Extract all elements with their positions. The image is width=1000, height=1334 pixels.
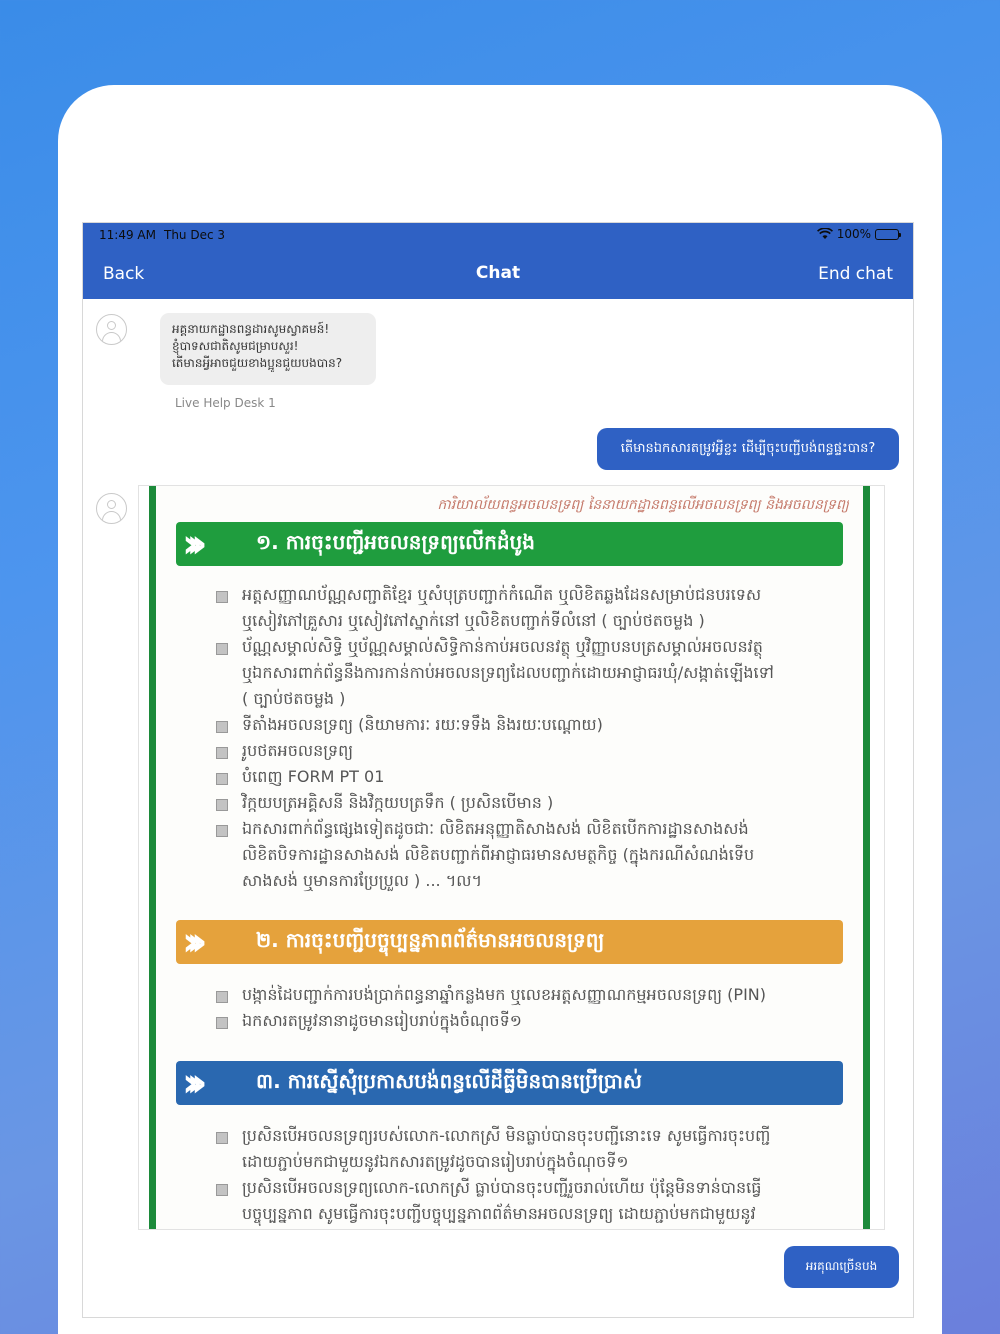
status-date: Thu Dec 3 [164,228,226,242]
agent-avatar-icon [96,493,127,524]
list-item: ប្រសិនបើអចលនទ្រព្យលោក-លោកស្រី ធ្លាប់បានចុះបញ្ជីរួចរាល់ហើយ ប៉ុន្តែមិនទាន់បានធ្វើ [216,1175,841,1201]
list-item: រូបថតអចលនទ្រព្យ [216,738,841,764]
chevron-right-icon: ››› [182,920,196,964]
section-3-list [216,1123,841,1227]
section-3-heading [176,1061,843,1105]
section-title: ២. ការចុះបញ្ជីបច្ចុប្បន្នភាពព័ត៌មានអចលនទ្រព្យ [256,928,605,952]
end-chat-button[interactable]: End chat [818,264,893,284]
list-item: ឬឯកសារពាក់ព័ន្ធនឹងការកាន់កាប់អចលនទ្រព្យដែលបញ្ជាក់ដោយអាជ្ញាធរឃុំ/សង្កាត់ឡើងទៅ [242,663,774,682]
battery-icon [875,229,899,240]
wifi-icon [817,228,833,240]
page-title: Chat [475,263,521,283]
agent-avatar-icon [96,314,127,345]
status-indicators [817,227,899,241]
section-1-heading [176,522,843,566]
section-title: ១. ការចុះបញ្ជីអចលនទ្រព្យលើកដំបូង [256,530,535,554]
list-item: ឯកសារតម្រូវនានាដូចមានរៀបរាប់ក្នុងចំណុចទី១ [216,1008,841,1034]
section-2-list [216,982,841,1034]
document-header: ការិយាល័យពន្ធអចលនទ្រព្យ នៃនាយកដ្ឋានពន្ធលើអចលនទ្រព្យ និងអចលនទ្រព្យ [437,497,849,513]
chevron-right-icon: ››› [182,522,196,566]
back-button[interactable]: Back [103,264,145,284]
list-item: វិក្កយបត្រអគ្គិសនី និងវិក្កយបត្រទឹក ( ប្រសិនបើមាន ) [216,790,841,816]
sender-name: Live Help Desk 1 [175,396,276,410]
user-message-bubble: អរគុណច្រើនបង [784,1246,899,1288]
agent-message-line: តើមានអ្វីអាចជួយខាងប្អូនជួយបងបាន? [172,356,343,370]
list-item: ប័ណ្ណសម្គាល់សិទ្ធិ ឬប័ណ្ណសម្គាល់សិទ្ធិកាន់កាប់អចលនវត្ថុ ឬវិញ្ញាបនបត្រសម្គាល់អចលនវត្ថុ [216,634,841,660]
list-item: បំពេញ FORM PT 01 [216,764,841,790]
list-item: បង្កាន់ដៃបញ្ជាក់ការបង់ប្រាក់ពន្ធនាឆ្នាំកន្លងមក ឬលេខអត្តសញ្ញាណកម្មអចលនទ្រព្យ (PIN) [216,982,841,1008]
list-item: លិខិតបិទការដ្ឋានសាងសង់ លិខិតបញ្ជាក់ពីអាជ្ញាធរមានសមត្ថកិច្ច (ក្នុងករណីសំណង់ទើប [242,845,755,864]
list-item: ( ច្បាប់ថតចម្លង ) [242,689,346,708]
navigation-bar [83,223,913,299]
chat-screen [82,222,914,1318]
list-item: សាងសង់ ឬមានការប្រែប្រួល ) ... ។ល។ [242,871,483,890]
list-item: ទីតាំងអចលនទ្រព្យ (និយាមការៈ រយៈទទឹង និងរយៈបណ្តោយ) [216,712,841,738]
status-time: 11:49 AM [99,228,156,242]
chevron-right-icon: ››› [182,1061,196,1105]
list-item: ដោយភ្ជាប់មកជាមួយនូវឯកសារតម្រូវដូចបានរៀបរាប់ក្នុងចំណុចទី១ [242,1152,629,1171]
section-2-heading [176,920,843,964]
section-1-list [216,582,841,894]
shared-document-image[interactable] [138,485,885,1230]
list-item: ឬសៀវភៅគ្រួសារ ឬសៀវភៅស្នាក់នៅ ឬលិខិតបញ្ជាក់ទីលំនៅ ( ច្បាប់ថតចម្លង ) [242,611,705,630]
list-item: ប្រសិនបើអចលនទ្រព្យរបស់លោក-លោកស្រី មិនធ្លាប់បានចុះបញ្ជីនោះទេ សូមធ្វើការចុះបញ្ជី [216,1123,841,1149]
list-item: ឯកសារពាក់ព័ន្ធផ្សេងទៀតដូចជាៈ លិខិតអនុញ្ញាតិសាងសង់ លិខិតបើកការដ្ឋានសាងសង់ [216,816,841,842]
battery-percent: 100% [836,227,871,241]
list-item: អត្តសញ្ញាណប័ណ្ណសញ្ជាតិខ្មែរ ឬសំបុត្របញ្ជាក់កំណើត ឬលិខិតឆ្លងដែនសម្រាប់ជនបរទេស [216,582,841,608]
document-page [149,486,870,1229]
agent-message-bubble [160,313,376,385]
user-message-bubble: តើមានឯកសារតម្រូវអ្វីខ្លះ ដើម្បីចុះបញ្ជីបង់ពន្ធផ្ទះបាន? [597,428,899,470]
list-item: បច្ចុប្បន្នភាព សូមធ្វើការចុះបញ្ជីបច្ចុប្បន្នភាពព័ត៌មានអចលនទ្រព្យ ដោយភ្ជាប់មកជាមួយនូវ [242,1204,756,1223]
agent-message-line: ខ្ញុំបាទសជាតិសូមជម្រាបសួរ! [172,339,299,353]
agent-message-line: អគ្គនាយកដ្ឋានពន្ធដារសូមស្វាគមន៍! [172,322,330,336]
section-title: ៣. ការស្នើសុំប្រកាសបង់ពន្ធលើដីធ្លីមិនបានប្រើប្រាស់ [256,1069,642,1093]
